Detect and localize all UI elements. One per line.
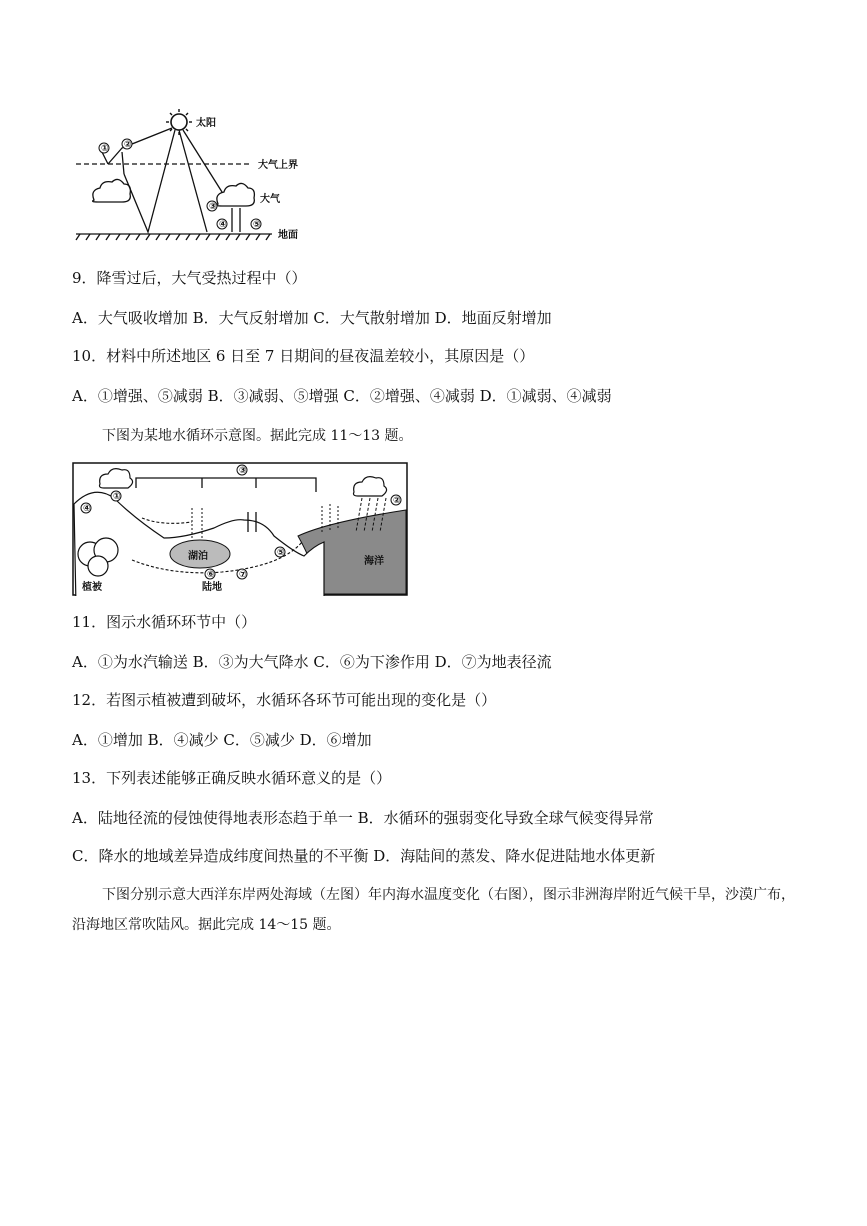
question-13-options-ab: A．陆地径流的侵蚀使得地表形态趋于单一 B．水循环的强弱变化导致全球气候变得异常 — [72, 809, 654, 827]
ground-line — [76, 234, 272, 240]
svg-text:②: ② — [393, 496, 401, 506]
svg-text:①: ① — [113, 492, 121, 502]
ocean-label: 海洋 — [364, 556, 384, 567]
water-cycle-diagram — [72, 462, 408, 596]
vegetation-label: 植被 — [82, 582, 102, 593]
land-label: 陆地 — [202, 582, 222, 593]
question-13-stem: 13．下列表述能够正确反映水循环意义的是（） — [72, 769, 392, 787]
water-cycle-intro: 下图为某地水循环示意图。据此完成 11～13 题。 — [102, 428, 413, 444]
question-11-stem: 11．图示水循环环节中（） — [72, 613, 257, 631]
svg-text:⑥: ⑥ — [207, 570, 215, 580]
question-12-options: A．①增加 B．④减少 C．⑤减少 D．⑥增加 — [72, 731, 372, 749]
ocean-temperature-intro: 下图分别示意大西洋东岸两处海域（左图）年内海水温度变化（右图），图示非洲海岸附近气候干旱，沙漠广布，沿海地区常吹陆风。据此完成 14～15 题。 — [72, 887, 795, 933]
question-11-options: A．①为水汽输送 B．③为大气降水 C．⑥为下渗作用 D．⑦为地表径流 — [72, 653, 552, 671]
svg-text:①: ① — [101, 144, 109, 154]
question-9-stem: 9．降雪过后，大气受热过程中（） — [72, 269, 307, 287]
atmosphere-label: 大气 — [260, 194, 280, 205]
svg-text:④: ④ — [219, 220, 227, 230]
atmosphere-heating-diagram — [72, 108, 312, 244]
svg-text:⑦: ⑦ — [239, 570, 247, 580]
question-9-options: A．大气吸收增加 B．大气反射增加 C．大气散射增加 D．地面反射增加 — [72, 309, 552, 327]
svg-text:⑤: ⑤ — [277, 548, 285, 558]
svg-text:②: ② — [124, 140, 132, 150]
svg-text:③: ③ — [239, 466, 247, 476]
question-12-stem: 12．若图示植被遭到破坏，水循环各环节可能出现的变化是（） — [72, 691, 497, 709]
question-13-options-cd: C．降水的地域差异造成纬度间热量的不平衡 D．海陆间的蒸发、降水促进陆地水体更新 — [72, 847, 656, 865]
question-10-options: A．①增强、⑤减弱 B．③减弱、⑤增强 C．②增强、④减弱 D．①减弱、④减弱 — [72, 387, 612, 405]
atmosphere-top-label: 大气上界 — [258, 160, 298, 171]
lake-label: 湖泊 — [188, 551, 208, 562]
cloud-icon — [93, 179, 131, 202]
sun-label: 太阳 — [196, 118, 216, 129]
ground-label: 地面 — [278, 230, 298, 241]
svg-text:③: ③ — [209, 202, 217, 212]
svg-text:⑤: ⑤ — [253, 220, 261, 230]
cloud-icon — [217, 183, 255, 206]
question-10-stem: 10．材料中所述地区 6 日至 7 日期间的昼夜温差较小，其原因是（） — [72, 347, 535, 365]
svg-text:④: ④ — [83, 504, 91, 514]
